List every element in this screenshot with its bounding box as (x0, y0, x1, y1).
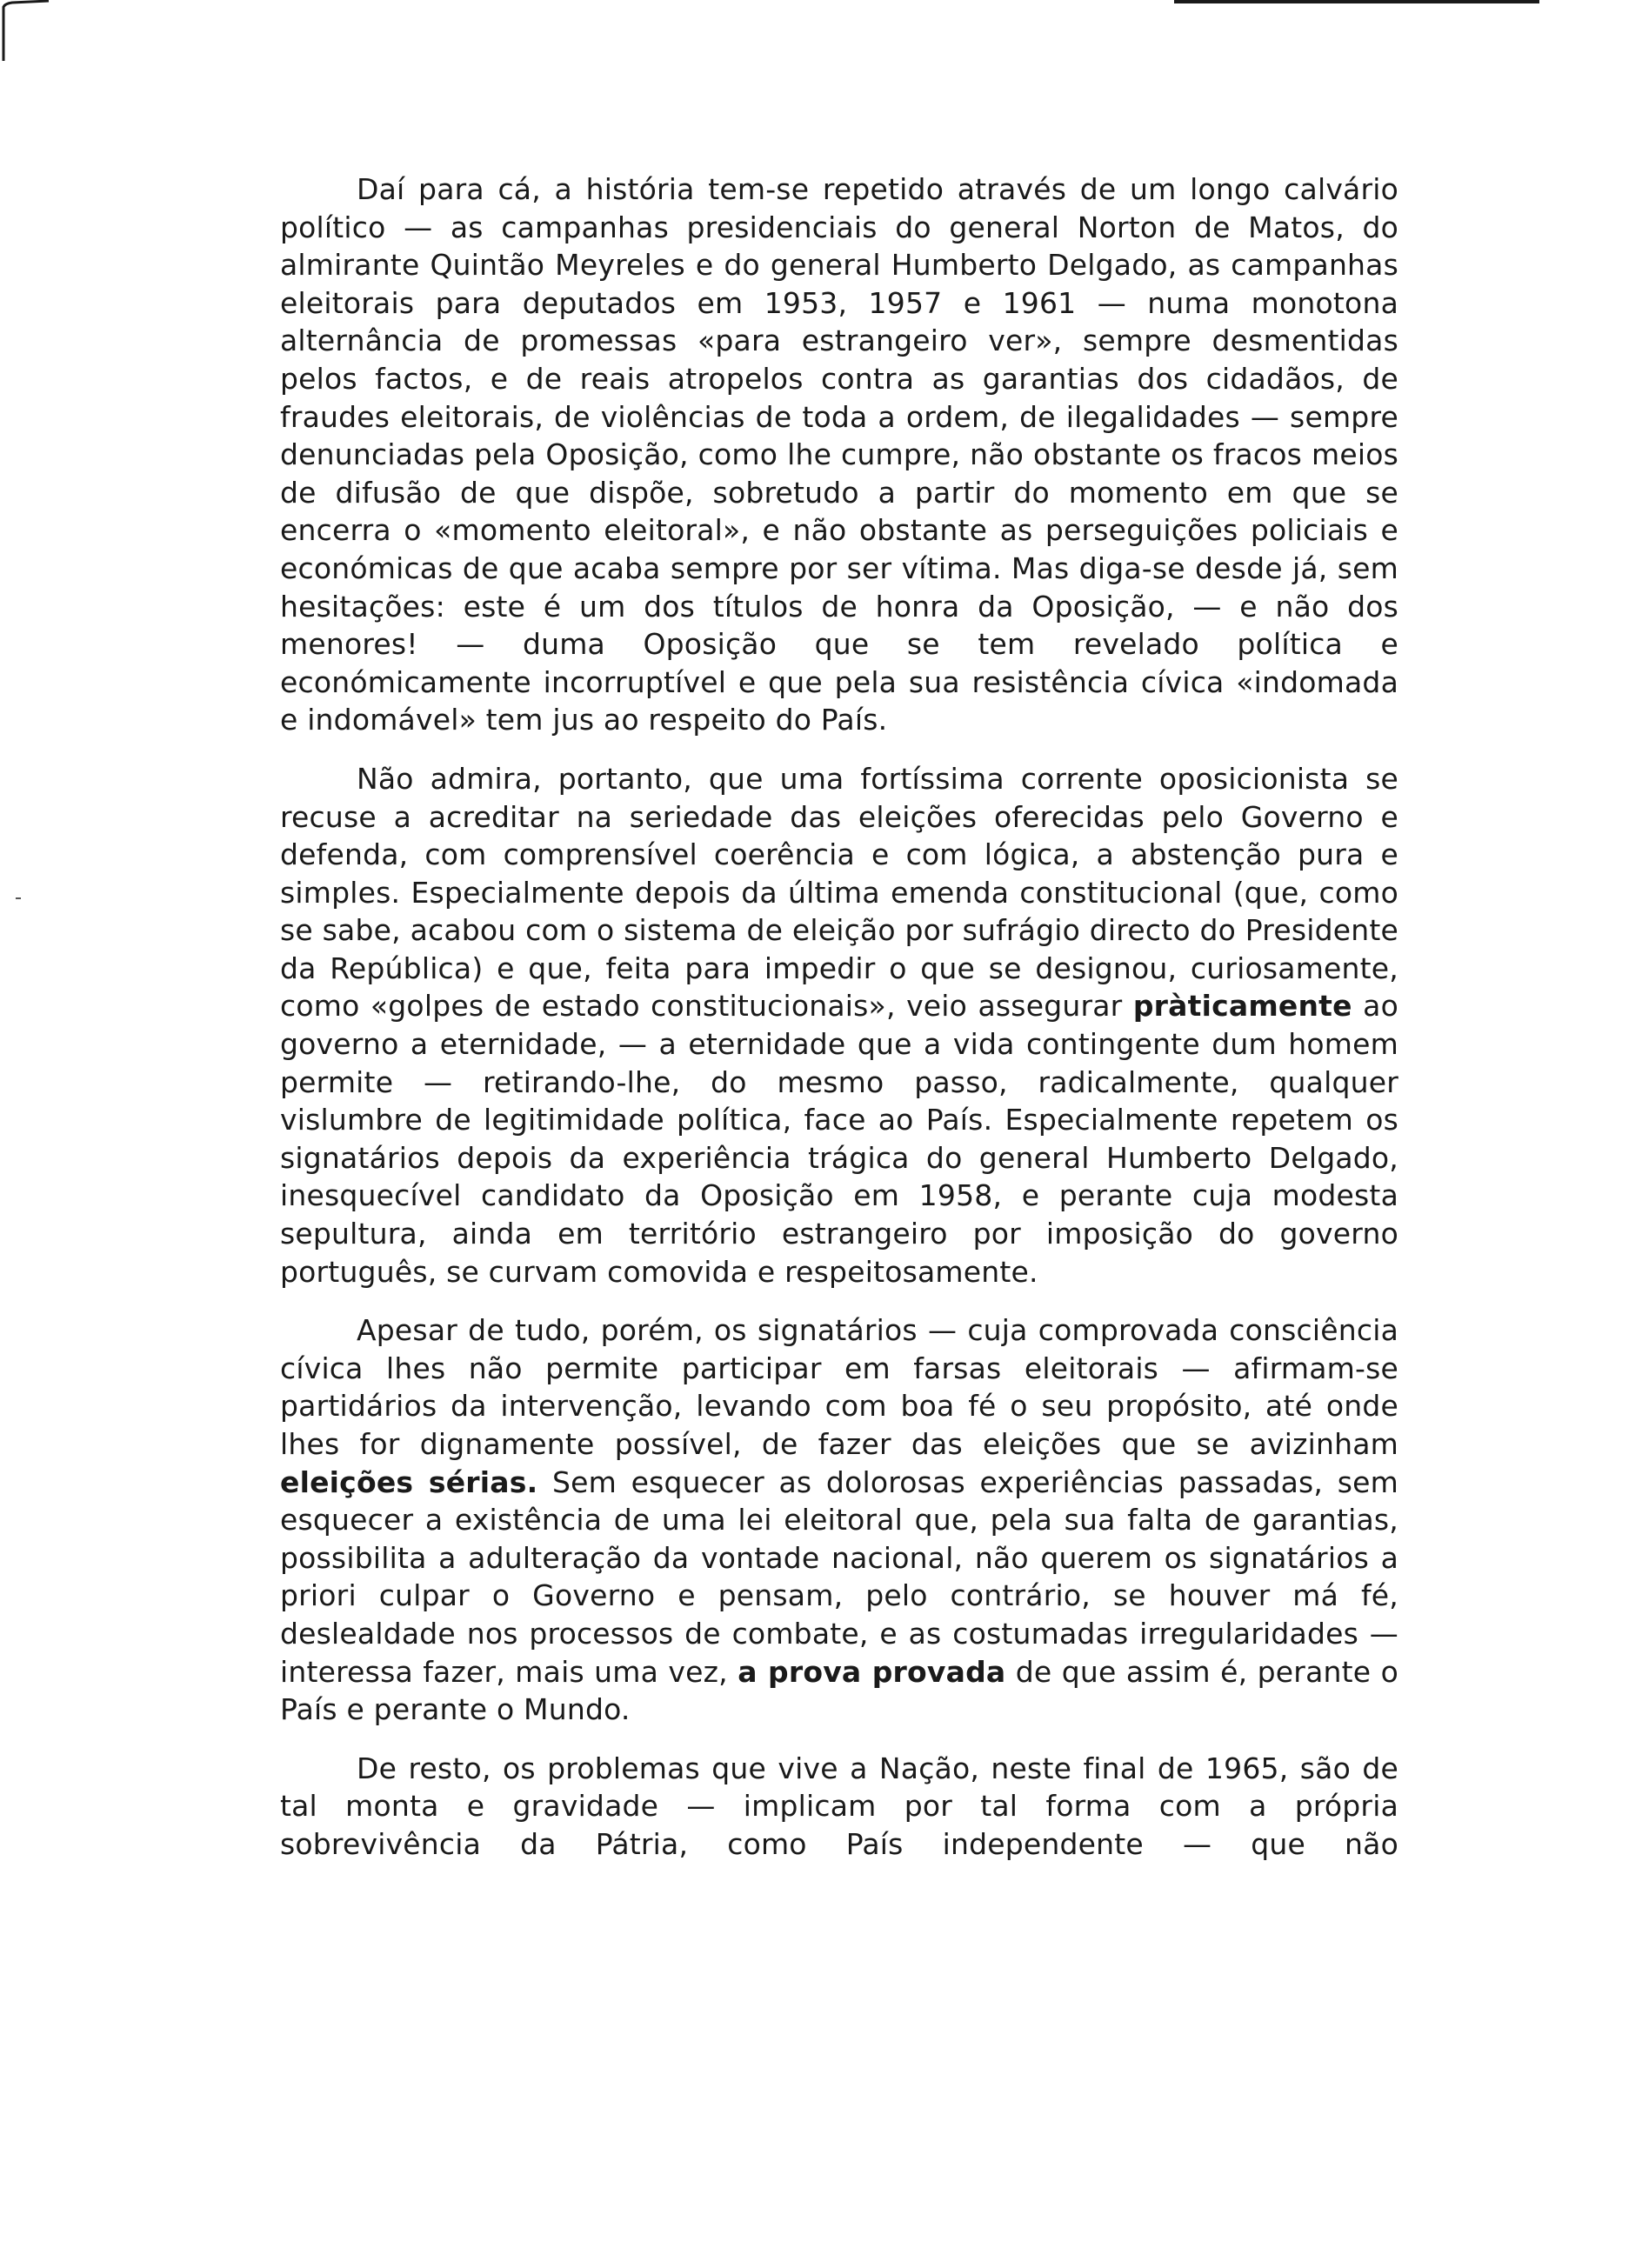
emphasis-praticamente: pràticamente (1132, 989, 1352, 1024)
paragraph-2 (280, 760, 1398, 1291)
paragraph-2-text-a: Não admira, portanto, que uma fortíssima corrente oposicionista se recuse a acreditar na seriedade das eleições oferecidas pelo Governo e defenda, com comprensível coerência e com lógica, a abstenção pura e simples. Especialmente depois da última emenda constitucional (que, como se sabe, acabou com o sistema de eleição por sufrágio directo do Presidente da República) e que, feita para impedir o que se designou, curiosamente, como «golpes de estado constitucionais», veio assegurar (280, 761, 1398, 1024)
paragraph-1 (280, 170, 1398, 739)
corner-fold-mark (0, 0, 50, 61)
emphasis-prova-provada: a prova provada (738, 1654, 1006, 1689)
paragraph-3 (280, 1311, 1398, 1729)
emphasis-eleicoes-serias: eleições sérias. (280, 1464, 538, 1499)
paragraph-3-text-b: Sem esquecer as dolorosas experiências passadas, sem esquecer a existência de uma lei eleitoral que, pela sua falta de garantias, possibilita a adulteração da vontade nacional, não querem os signatários a priori culpar o Governo e pensam, pelo contrário, se houver má fé, deslealdade nos processos de combate, e as costumadas irregularidades — interessa fazer, mais uma vez, (280, 1464, 1398, 1689)
paragraph-3-text-a: Apesar de tudo, porém, os signatários — cuja comprovada consciência cívica lhes não permite participar em farsas eleitorais — afirmam-se partidários da intervenção, levando com boa fé o seu propósito, até onde lhes for dignamente possível, de fazer das eleições que se avizinham (280, 1313, 1398, 1461)
top-edge-rule (1174, 0, 1539, 3)
paragraph-4-text: De resto, os problemas que vive a Nação, neste final de 1965, são de tal monta e gravidade — implicam por tal forma com a própria sobrevivência da Pátria, como País independente — que não (280, 1751, 1398, 1861)
paragraph-1-text: Daí para cá, a história tem-se repetido através de um longo calvário político — as campanhas presidenciais do general Norton de Matos, do almirante Quintão Meyreles e do general Humberto Delgado, as campanhas eleitorais para deputados em 1953, 1957 e 1961 — numa monotona alternância de promessas «para estrangeiro ver», sempre desmentidas pelos factos, e de reais atropelos contra as garantias dos cidadãos, de fraudes eleitorais, de violências de toda a ordem, de ilegalidades — sempre denunciadas pela Oposição, como lhe cumpre, não obstante os fracos meios de difusão de que dispõe, sobretudo a partir do momento em que se encerra o «momento eleitoral», e não obstante as perseguições policiais e económicas de que acaba sempre por ser vítima. Mas diga-se desde já, sem hesitações: este é um dos títulos de honra da Oposição, — e não dos menores! — duma Oposição que se tem revelado política e económicamente incorruptível e que pela sua resistência cívica «indomada e indomável» tem jus ao respeito do País. (280, 172, 1398, 737)
paragraph-4 (280, 1750, 1398, 1864)
margin-speck (16, 897, 21, 899)
document-body (280, 170, 1398, 1884)
paragraph-2-text-b: ao governo a eternidade, — a eternidade que a vida contingente dum homem permite — retirando-lhe, do mesmo passo, radicalmente, qualquer vislumbre de legitimidade política, face ao País. Especialmente repetem os signatários depois da experiência trágica do general Humberto Delgado, inesquecível candidato da Oposição em 1958, e perante cuja modesta sepultura, ainda em território estrangeiro por imposição do governo português, se curvam comovida e respeitosamente. (280, 989, 1398, 1289)
paragraph-3-text-c: de que assim é, perante o País e perante o Mundo. (280, 1654, 1398, 1727)
